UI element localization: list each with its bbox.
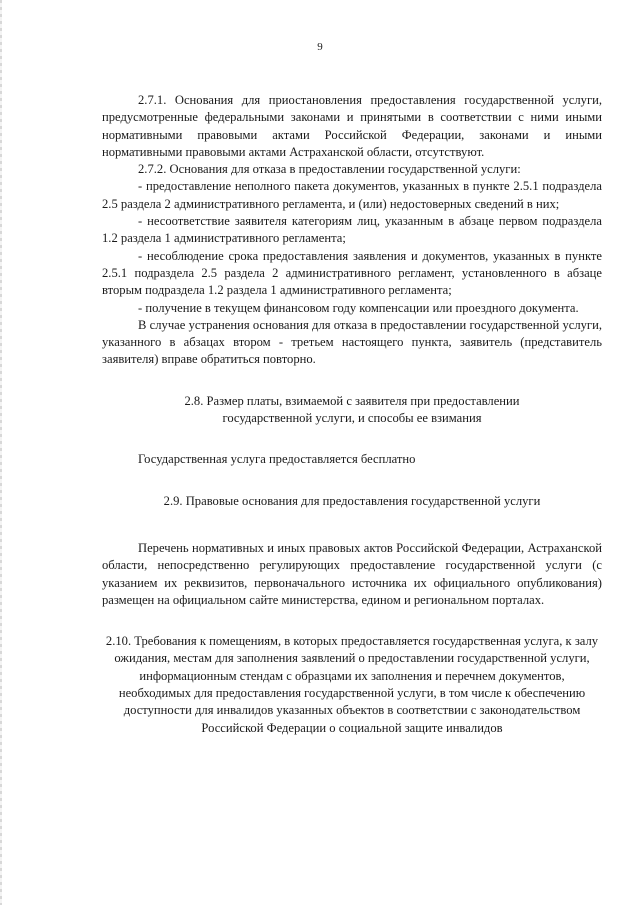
paragraph-reapply: В случае устранения основания для отказа в предоставлении государственной услуги, указанного в абзацах втором - третьем настоящего пункта, заявитель (представитель заявителя) вправе обратиться повторно. xyxy=(102,317,602,367)
list-item-compensation-received: - получение в текущем финансовом году компенсации или проездного документа. xyxy=(138,300,579,315)
section-2-8-heading-line2: государственной услуги, и способы ее взимания xyxy=(222,411,482,426)
section-2-8-body: Государственная услуга предоставляется бесплатно xyxy=(138,452,416,467)
list-item-applicant-mismatch: - несоответствие заявителя категориям лиц, указанным в абзаце первом подраздела 1.2 раздела 1 административного регламента; xyxy=(102,214,602,246)
list-item-incomplete-documents: - предоставление неполного пакета документов, указанных в пункте 2.5.1 подраздела 2.5 раздела 2 административного регламента, и (или) недостоверных сведений в них; xyxy=(102,179,602,211)
section-2-10-heading: 2.10. Требования к помещениям, в которых предоставляется государственная услуга, к залу ожидания, местам для заполнения заявлений о предоставлении государственной услуги, информационным стендам с образцами их заполнения и перечнем документов, необходимых для предоставления государственной услуги, в том числе к обеспечению доступности для инвалидов указанных объектов в соответствии с законодательством Российской Федерации о социальной защите инвалидов xyxy=(105,634,599,735)
list-item-deadline-violation: - несоблюдение срока предоставления заявления и документов, указанных в пункте 2.5.1 подраздела 2.5 раздела 2 административного регламент, установленного в абзаце вторым подраздела 1.2 раздела 1 административного регламента; xyxy=(102,248,602,298)
scan-edge xyxy=(0,0,2,905)
paragraph-2-7-2: 2.7.2. Основания для отказа в предоставлении государственной услуги: xyxy=(138,162,521,177)
section-2-8-heading-line1: 2.8. Размер платы, взимаемой с заявителя при предоставлении xyxy=(184,393,520,408)
page-number: 9 xyxy=(317,41,323,53)
section-2-9-heading: 2.9. Правовые основания для предоставления государственной услуги xyxy=(163,493,541,508)
paragraph-2-7-1: 2.7.1. Основания для приостановления предоставления государственной услуги, предусмотренные федеральными законами и принятыми в соответствии с ними иными нормативными правовыми актами Российской Федерации, законами и иными нормативными правовыми актами Астраханской области, отсутствуют. xyxy=(102,93,602,159)
section-2-8-heading xyxy=(102,393,602,428)
section-2-9-body: Перечень нормативных и иных правовых актов Российской Федерации, Астраханской области, непосредственно регулирующих предоставление государственной услуги (с указанием их реквизитов, первоначального источника их официального опубликования) размещен на официальном сайте министерства, едином и региональном порталах. xyxy=(102,540,602,607)
document-body xyxy=(102,92,602,737)
